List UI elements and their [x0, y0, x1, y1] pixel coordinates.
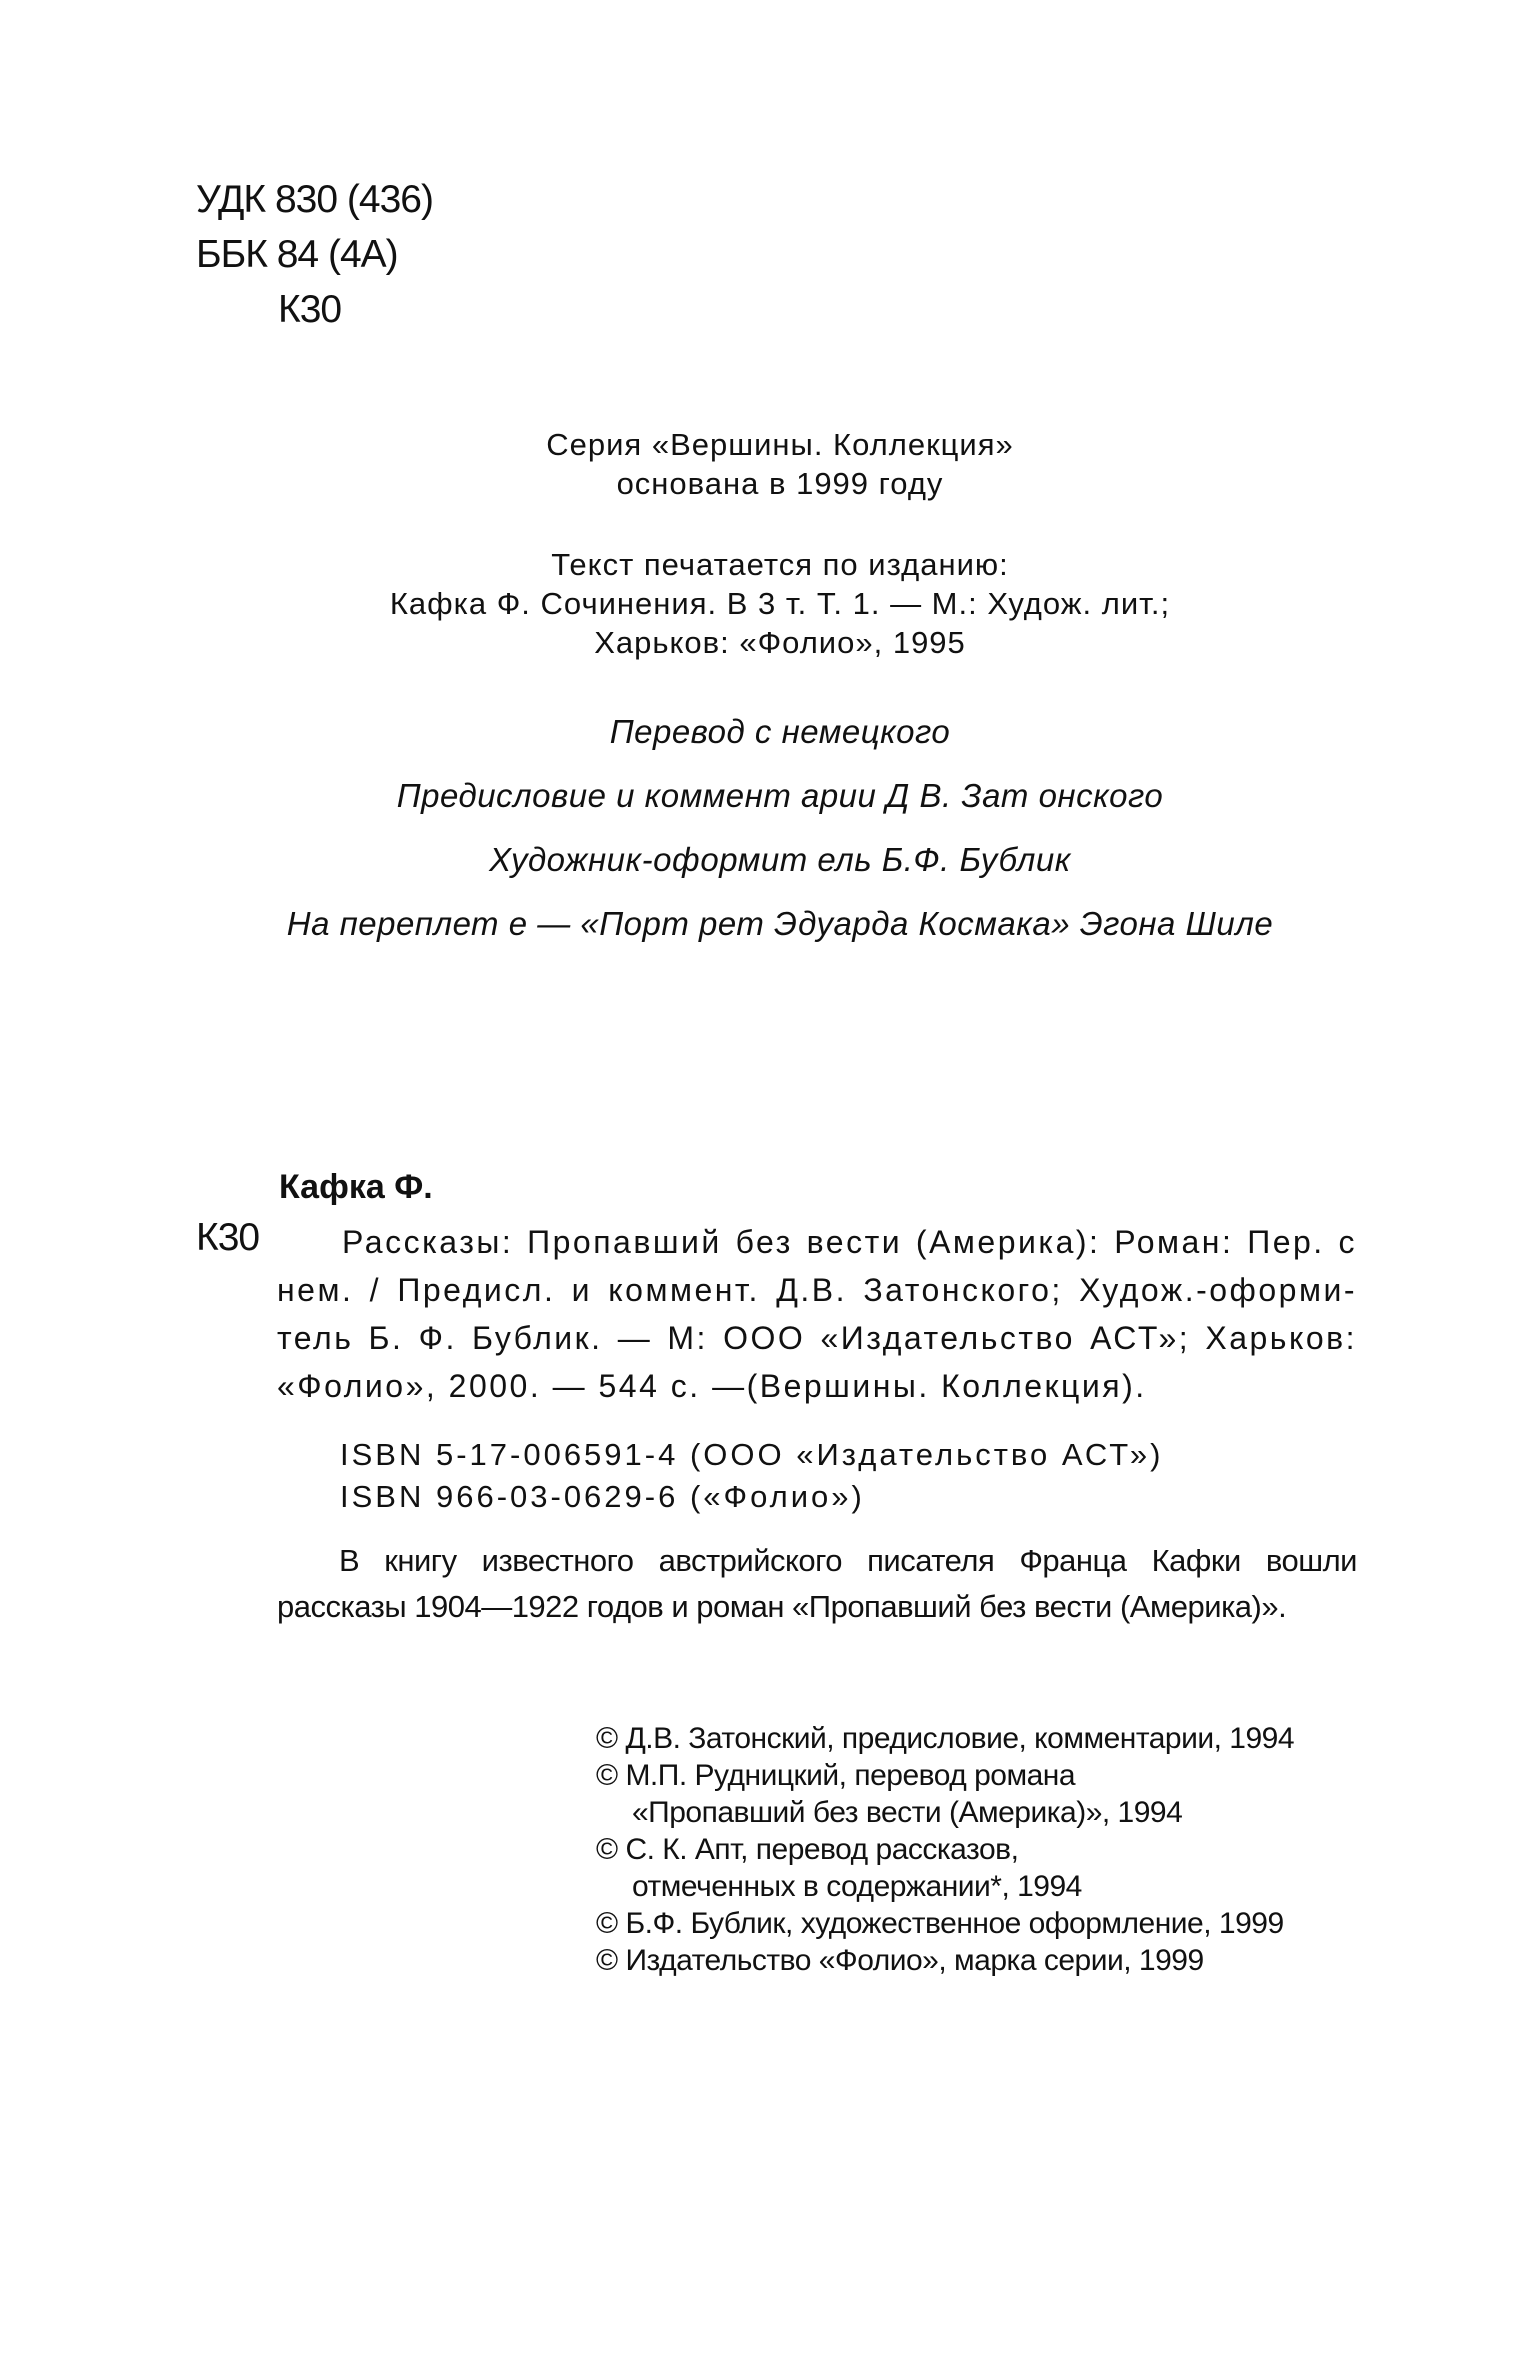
copyright-block [596, 1720, 1294, 1979]
copyright-4: © Б.Ф. Бублик, художественное оформление, 1999 [596, 1907, 1284, 1940]
copyright-3b: отмеченных в содержании*, 1994 [632, 1870, 1082, 1903]
cutter-code: К30 [278, 288, 342, 331]
source-line-3: Харьков: «Фолио», 1995 [594, 625, 966, 660]
copyright-1: © Д.В. Затонский, предисловие, комментарии, 1994 [596, 1722, 1295, 1755]
designer-credit: Художник-оформит ель Б.Ф. Бублик [489, 841, 1071, 878]
series-info [0, 425, 1535, 503]
isbn-1: ISBN 5-17-006591-4 (ООО «Издательство АСТ») [340, 1437, 1164, 1472]
copyright-3a: © С. К. Апт, перевод рассказов, [596, 1833, 1019, 1866]
annotation-first: В книгу известного австрийского писателя Франца Кафки вошли [339, 1543, 1357, 1578]
translation-credit: Перевод с немецкого [609, 713, 951, 750]
annotation [277, 1538, 1357, 1630]
cover-credit: На переплет е — «Порт рет Эдуарда Космака» Эгона Шиле [286, 905, 1274, 942]
bbk-code: ББК 84 (4А) [196, 233, 398, 276]
isbn-2: ISBN 966-03-0629-6 («Фолио») [340, 1479, 865, 1514]
description-rest: с нем. / Предисл. и коммент. Д.В. Затонского; Худож.-оформи-тель Б. Ф. Бублик. — М: ООО «Издательство АСТ»; Харьков: «Фолио», 2000. — 544 с. —(Вершины. Коллекция). [277, 1224, 1358, 1404]
source-line-1: Текст печатается по изданию: [551, 547, 1009, 582]
description-first-line: Рассказы: Пропавший без вести (Америка): Роман: Пер. [342, 1224, 1325, 1260]
source-edition [0, 545, 1535, 662]
udk-code: УДК 830 (436) [196, 178, 433, 221]
credits-block [0, 700, 1535, 956]
copyright-2a: © М.П. Рудницкий, перевод романа [596, 1759, 1076, 1792]
copyright-2b: «Пропавший без вести (Америка)», 1994 [632, 1796, 1183, 1829]
catalog-description [277, 1218, 1357, 1410]
preface-credit: Предисловие и коммент арии Д В. Зат онского [396, 777, 1164, 814]
annotation-rest: рассказы 1904—1922 годов и роман «Пропавший без вести (Америка)». [277, 1589, 1287, 1624]
classification-block [196, 172, 433, 337]
source-line-2: Кафка Ф. Сочинения. В 3 т. Т. 1. — М.: Худож. лит.; [389, 586, 1171, 621]
series-line-1: Серия «Вершины. Коллекция» [546, 427, 1014, 462]
catalog-author: Кафка Ф. [279, 1168, 433, 1206]
catalog-cutter: К30 [196, 1216, 260, 1259]
series-line-2: основана в 1999 году [616, 466, 944, 501]
copyright-5: © Издательство «Фолио», марка серии, 1999 [596, 1944, 1204, 1977]
isbn-block [340, 1434, 1163, 1518]
